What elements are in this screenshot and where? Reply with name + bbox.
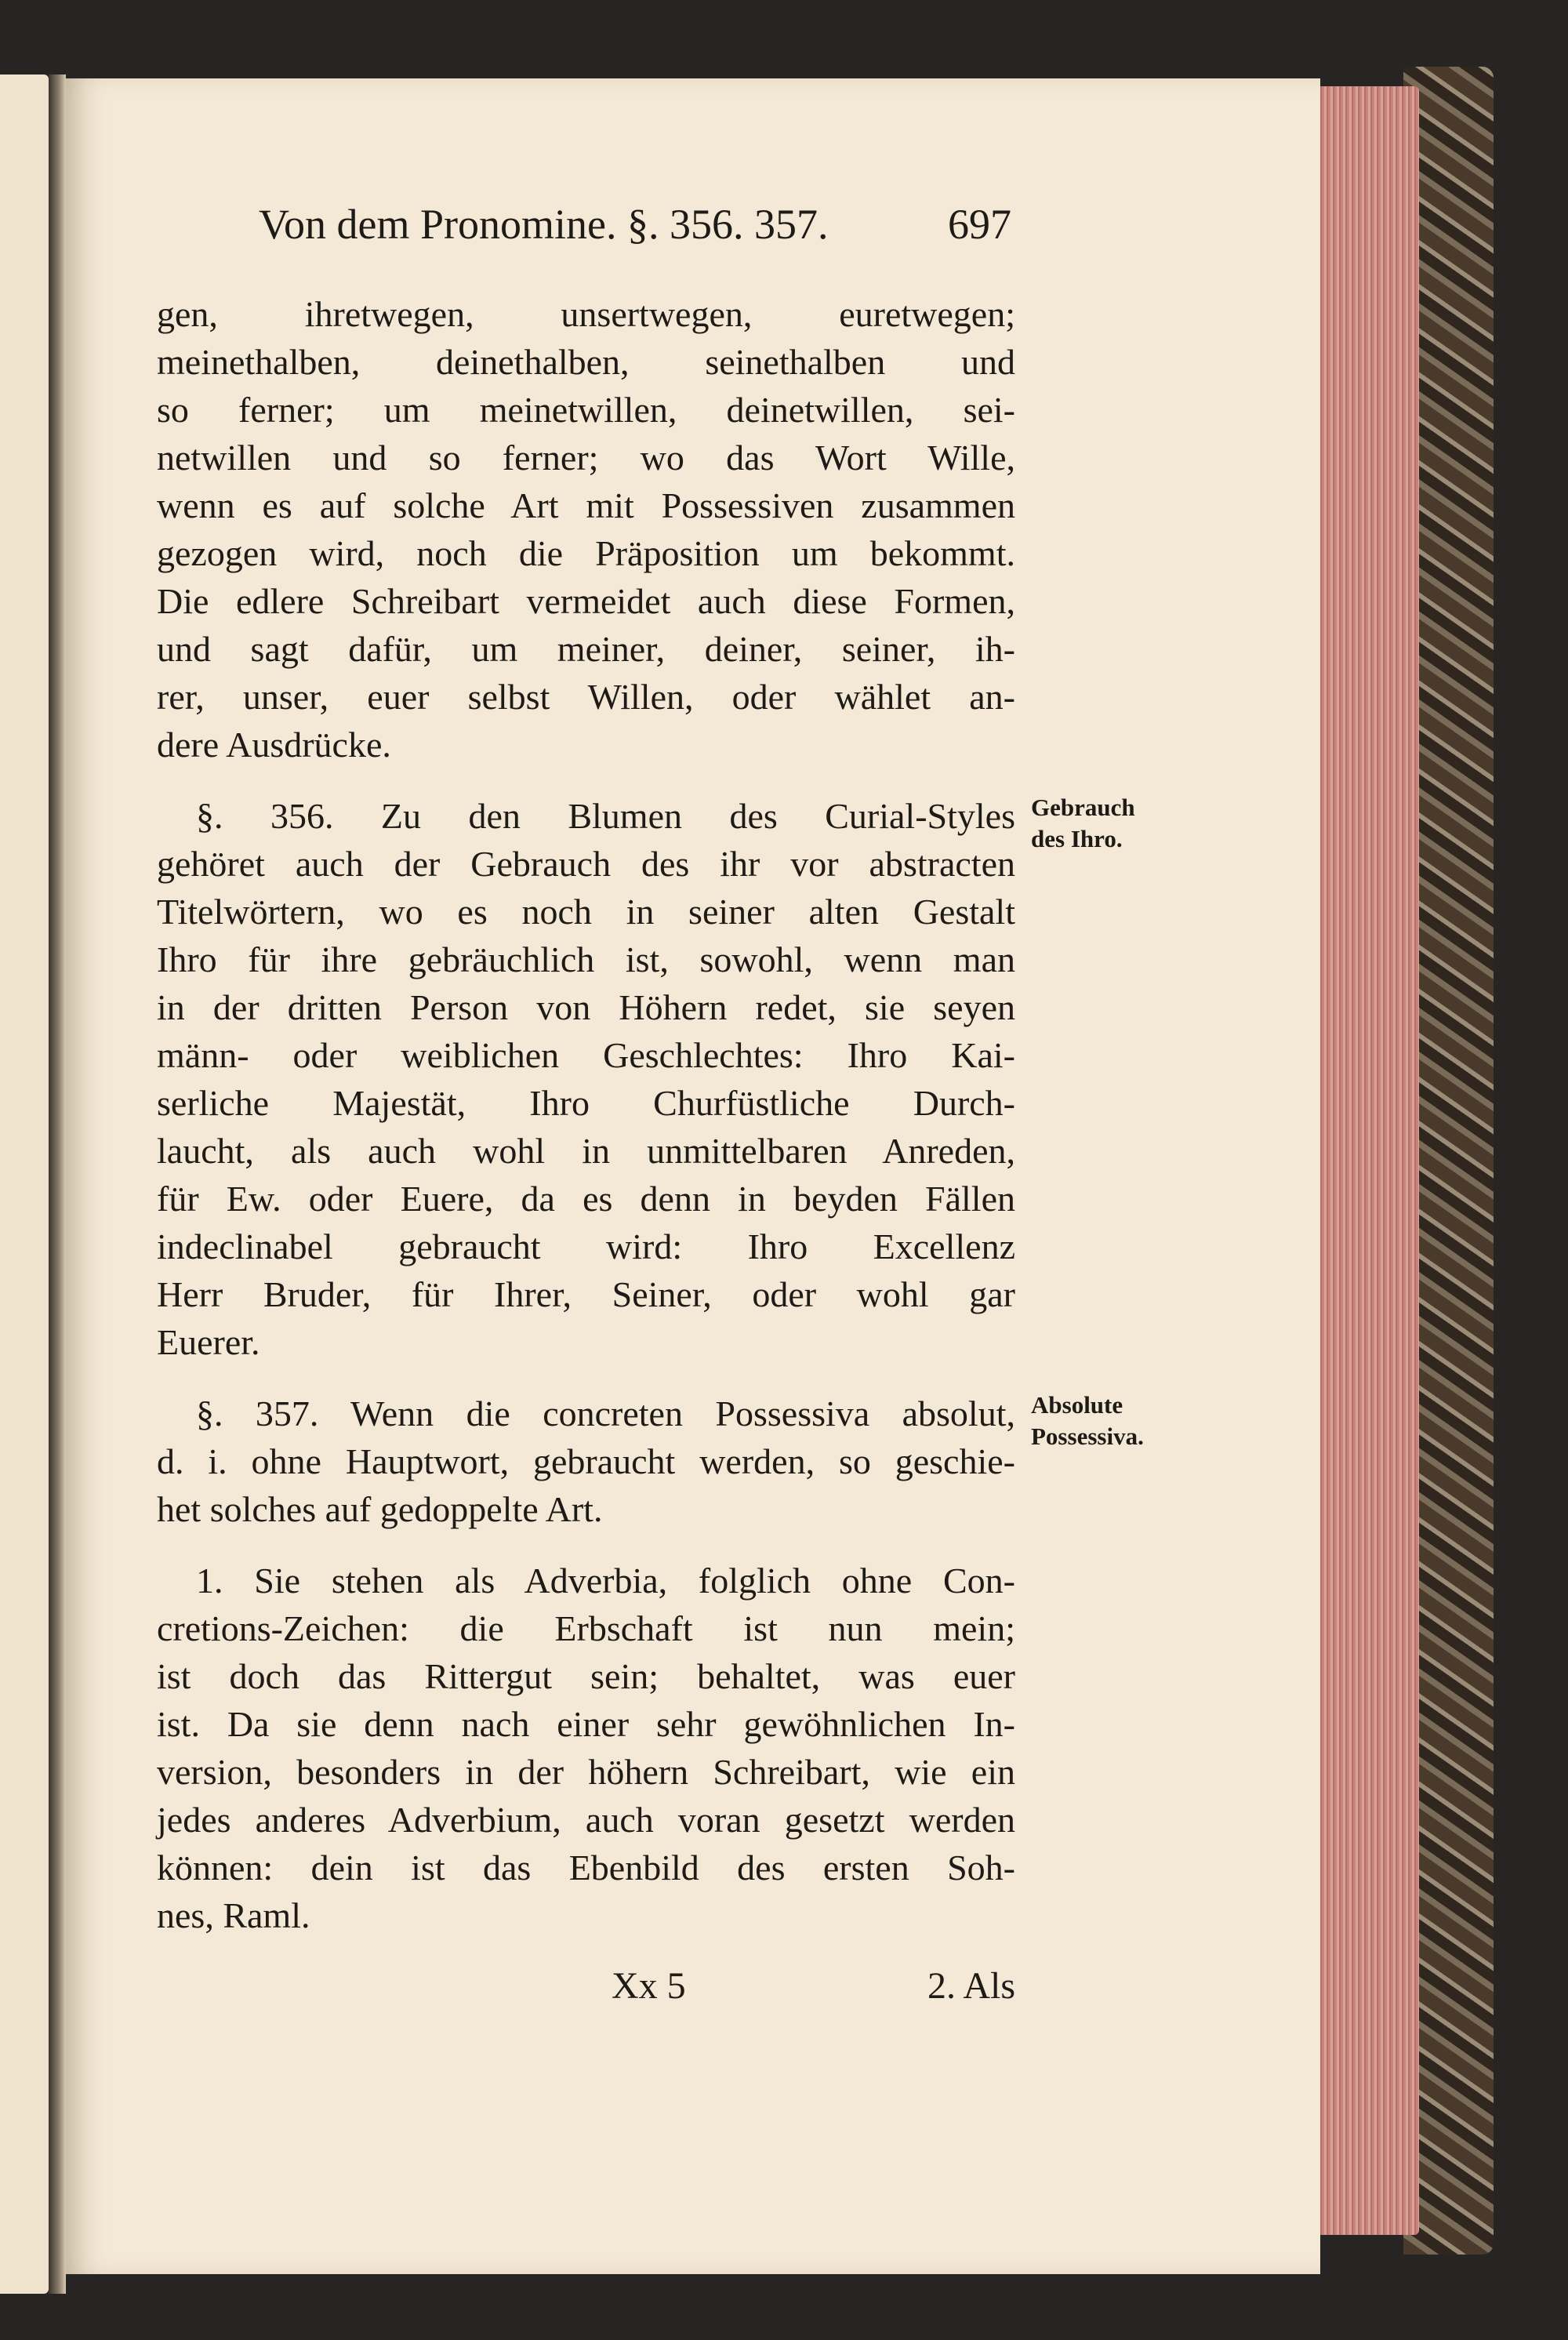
paragraph bbox=[157, 290, 1015, 768]
signature-mark: Xx 5 bbox=[612, 1965, 686, 2007]
text-line: d. i. ohne Hauptwort, gebraucht werden, so geschie- bbox=[157, 1441, 1015, 1481]
text-line: indeclinabel gebraucht wird: Ihro Excellenz bbox=[157, 1226, 1015, 1266]
text-line: serliche Majestät, Ihro Churfüstliche Durch- bbox=[157, 1083, 1015, 1123]
margin-note-absolute-possessiva bbox=[1031, 1390, 1144, 1452]
text-line: meinethalben, deinethalben, seinethalben und bbox=[157, 342, 1015, 382]
running-header bbox=[259, 200, 1011, 247]
page-body-text bbox=[157, 290, 1015, 1963]
margin-note-line: des Ihro. bbox=[1031, 825, 1123, 852]
red-page-edges bbox=[1309, 86, 1419, 2235]
text-line: gehöret auch der Gebrauch des ihr vor abstracten bbox=[157, 844, 1015, 884]
text-line: dere Ausdrücke. bbox=[157, 725, 391, 765]
text-line: Euerer. bbox=[157, 1322, 260, 1362]
text-line: und sagt dafür, um meiner, deiner, seiner, ih- bbox=[157, 629, 1015, 669]
paragraph bbox=[157, 1390, 1015, 1533]
paragraph bbox=[157, 1557, 1015, 1939]
text-line: version, besonders in der höhern Schreibart, wie ein bbox=[157, 1752, 1015, 1792]
margin-note-line: Possessiva. bbox=[1031, 1423, 1144, 1450]
text-line: Herr Bruder, für Ihrer, Seiner, oder wohl gar bbox=[157, 1274, 1015, 1314]
text-line: Titelwörtern, wo es noch in seiner alten Gestalt bbox=[157, 892, 1015, 932]
text-line: §. 356. Zu den Blumen des Curial-Styles bbox=[196, 796, 1015, 836]
facing-page-edge bbox=[0, 74, 49, 2294]
text-line: ist. Da sie denn nach einer sehr gewöhnlichen In- bbox=[157, 1704, 1015, 1744]
paragraph bbox=[157, 792, 1015, 1366]
text-line: netwillen und so ferner; wo das Wort Wille, bbox=[157, 438, 1015, 478]
text-line: laucht, als auch wohl in unmittelbaren Anreden, bbox=[157, 1131, 1015, 1171]
text-line: 1. Sie stehen als Adverbia, folglich ohne Con- bbox=[196, 1561, 1015, 1601]
margin-note-gebrauch bbox=[1031, 792, 1135, 855]
text-line: nes, Raml. bbox=[157, 1895, 310, 1935]
text-line: jedes anderes Adverbium, auch voran gesetzt werden bbox=[157, 1800, 1015, 1840]
text-line: §. 357. Wenn die concreten Possessiva absolut, bbox=[196, 1393, 1015, 1433]
text-line: cretions-Zeichen: die Erbschaft ist nun mein; bbox=[157, 1608, 1015, 1648]
text-line: het solches auf gedoppelte Art. bbox=[157, 1489, 603, 1529]
text-line: gezogen wird, noch die Präposition um bekommt. bbox=[157, 533, 1015, 573]
header-title: Von dem Pronomine. §. 356. 357. bbox=[259, 201, 829, 248]
margin-note-line: Absolute bbox=[1031, 1391, 1123, 1419]
page-footer bbox=[157, 1964, 1015, 2011]
text-line: Die edlere Schreibart vermeidet auch diese Formen, bbox=[157, 581, 1015, 621]
book-gutter bbox=[49, 74, 66, 2294]
catchword: 2. Als bbox=[927, 1965, 1015, 2007]
text-line: rer, unser, euer selbst Willen, oder wählet an- bbox=[157, 677, 1015, 717]
text-line: in der dritten Person von Höhern redet, sie seyen bbox=[157, 987, 1015, 1027]
text-line: wenn es auf solche Art mit Possessiven zusammen bbox=[157, 485, 1015, 525]
page-number: 697 bbox=[948, 201, 1011, 248]
margin-note-line: Gebrauch bbox=[1031, 794, 1135, 821]
text-line: ist doch das Rittergut sein; behaltet, was euer bbox=[157, 1656, 1015, 1696]
text-line: für Ew. oder Euere, da es denn in beyden Fällen bbox=[157, 1179, 1015, 1219]
text-line: gen, ihretwegen, unsertwegen, euretwegen; bbox=[157, 294, 1015, 334]
text-line: männ- oder weiblichen Geschlechtes: Ihro Kai- bbox=[157, 1035, 1015, 1075]
text-line: können: dein ist das Ebenbild des ersten Soh- bbox=[157, 1848, 1015, 1888]
text-line: Ihro für ihre gebräuchlich ist, sowohl, wenn man bbox=[157, 939, 1015, 979]
text-line: so ferner; um meinetwillen, deinetwillen, sei- bbox=[157, 390, 1015, 430]
